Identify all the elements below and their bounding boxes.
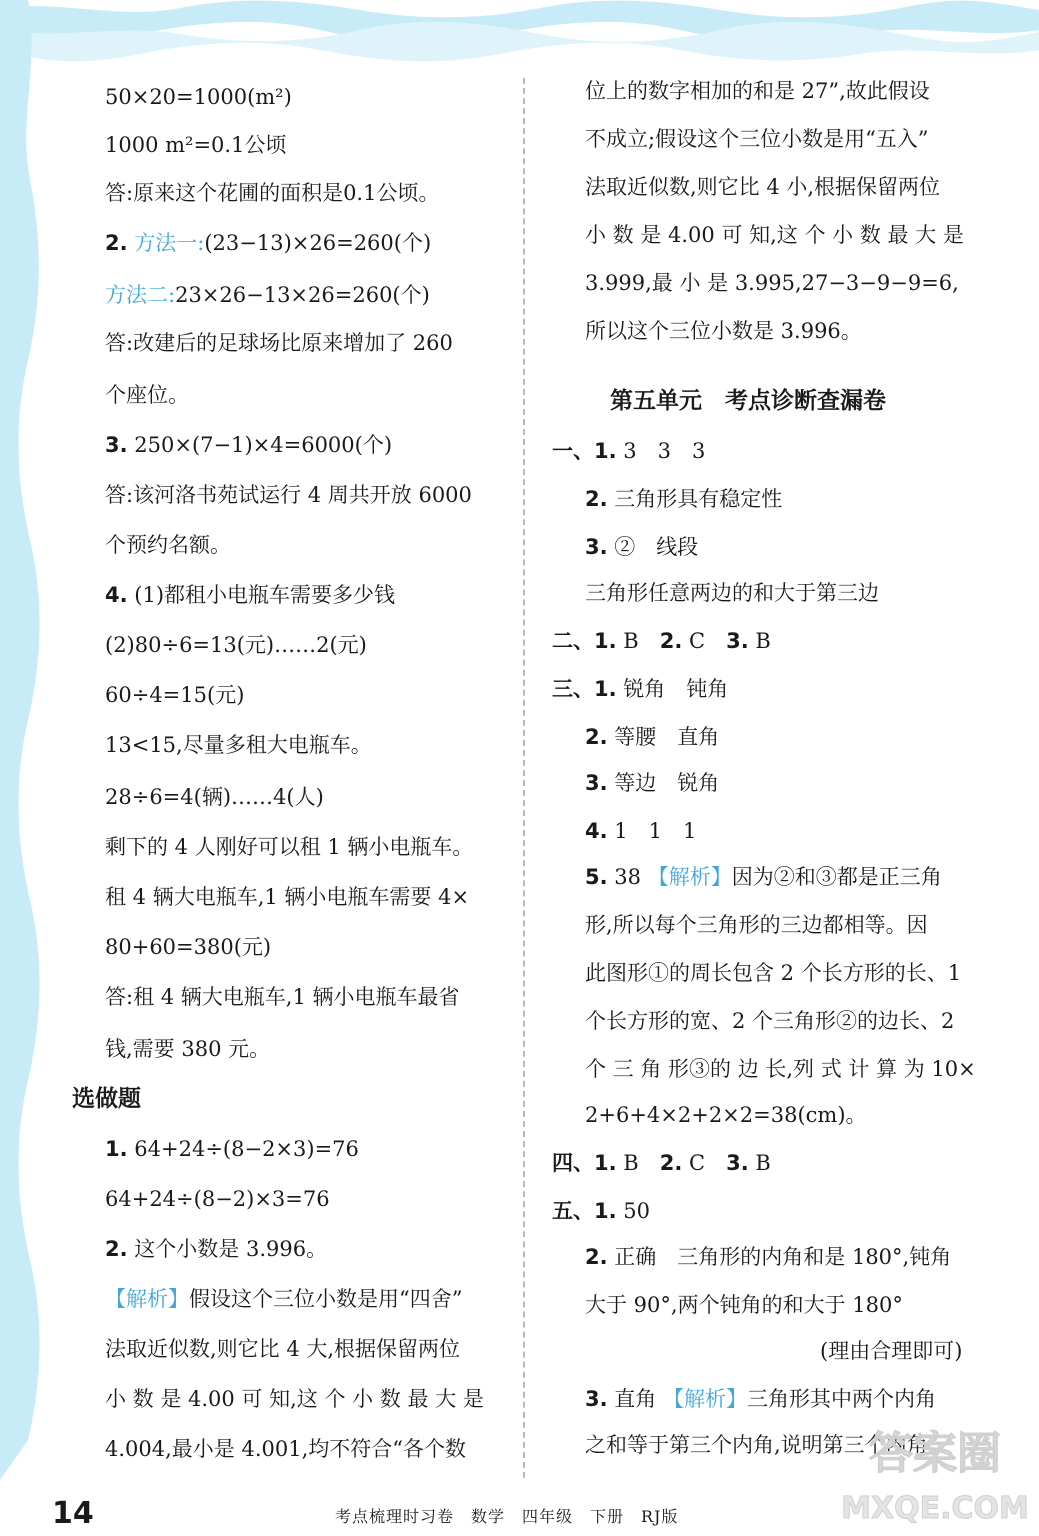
answer-text: (1)都租小电瓶车需要多少钱 xyxy=(134,583,396,607)
answer-line: 三角形任意两边的和大于第三边 xyxy=(585,581,879,605)
question-number: 2. xyxy=(585,487,608,511)
book-title: 考点梳理时习卷 数学 四年级 下册 RJ版 xyxy=(335,1507,679,1526)
answer-text: 64+24÷(8−2×3)=76 xyxy=(134,1137,359,1161)
answer-line: 4.004,最小是 4.001,均不符合“各个数 xyxy=(105,1437,466,1461)
answer-line: 小 数 是 4.00 可 知,这 个 小 数 最 大 是 xyxy=(105,1387,484,1411)
answer-line: 个长方形的宽、2 个三角形②的边长、2 xyxy=(585,1009,955,1033)
answer-line: 28÷6=4(辆)……4(人) xyxy=(105,785,324,809)
analysis-tag: 【解析】 xyxy=(662,1387,747,1411)
question-number: 1. xyxy=(105,1137,128,1161)
answer-text: 1 1 1 xyxy=(614,819,697,843)
answer-text: 因为②和③都是正三角 xyxy=(731,865,942,889)
answer-text: 50 xyxy=(623,1199,651,1223)
answer-line: 不成立;假设这个三位小数是用“五入” xyxy=(585,127,929,151)
watermark-line2: MXQE.COM xyxy=(841,1491,1029,1526)
optional-1 xyxy=(105,1134,359,1164)
answer-text: 250×(7−1)×4=6000(个) xyxy=(134,433,393,457)
method-label: 方法二: xyxy=(105,283,176,307)
answer-line xyxy=(585,768,719,798)
question-3 xyxy=(105,430,392,460)
answer-line: 60÷4=15(元) xyxy=(105,683,245,707)
answer-line: (2)80÷6=13(元)……2(元) xyxy=(105,633,367,657)
answer-line: 法取近似数,则它比 4 大,根据保留两位 xyxy=(105,1337,461,1361)
answer-line: 大于 90°,两个钝角的和大于 180° xyxy=(585,1293,903,1317)
question-number: 3. xyxy=(585,771,608,795)
answer-text: 假设这个三位小数是用“四舍” xyxy=(189,1287,463,1311)
question-number: 3. xyxy=(105,433,128,457)
question-number: 3. xyxy=(585,1387,608,1411)
answer-text: 这个小数是 3.996。 xyxy=(134,1237,328,1261)
answer-line: 答:原来这个花圃的面积是0.1公顷。 xyxy=(105,181,440,205)
answer-line xyxy=(585,484,782,514)
answer-line: 个座位。 xyxy=(105,383,189,407)
answer-text: C xyxy=(689,1151,706,1175)
page-number: 14 xyxy=(52,1496,94,1531)
watermark-line1: 答案圈 xyxy=(869,1428,1001,1479)
answer-line xyxy=(585,1384,936,1414)
answer-note: (理由合理即可) xyxy=(820,1339,963,1363)
question-number: 3. xyxy=(726,1151,749,1175)
answer-line: 剩下的 4 人刚好可以租 1 辆小电瓶车。 xyxy=(105,835,474,859)
answer-line: 位上的数字相加的和是 27”,故此假设 xyxy=(585,79,930,103)
section-3 xyxy=(552,674,728,704)
answer-text: 等边 锐角 xyxy=(614,771,720,795)
answer-line xyxy=(105,280,430,310)
watermark-logo xyxy=(835,1420,1035,1532)
answer-line: 答:改建后的足球场比原来增加了 260 xyxy=(105,331,453,355)
column-divider xyxy=(523,78,525,1478)
answer-line xyxy=(105,1284,462,1314)
answer-text: ② 线段 xyxy=(614,535,699,559)
question-number: 2. xyxy=(585,1245,608,1269)
answer-line: 个 三 角 形③的 边 长,列 式 计 算 为 10× xyxy=(585,1057,976,1081)
answer-line: 形,所以每个三角形的三边都相等。因 xyxy=(585,913,928,937)
optional-2 xyxy=(105,1234,327,1264)
answer-line: 之和等于第三个内角,说明第三个内角 xyxy=(585,1433,928,1457)
answer-text: 三角形其中两个内角 xyxy=(746,1387,936,1411)
section-2 xyxy=(552,626,771,656)
answer-line: 答:该河洛书苑试运行 4 周共开放 6000 xyxy=(105,483,472,507)
answer-text: C xyxy=(689,629,706,653)
top-wave-border xyxy=(0,0,1039,72)
section-label: 二、1. xyxy=(552,629,617,653)
question-number: 2. xyxy=(105,231,128,255)
answer-line xyxy=(585,722,719,752)
question-number: 2. xyxy=(659,1151,683,1175)
answer-text: B xyxy=(623,1151,639,1175)
answer-text: (23−13)×26=260(个) xyxy=(204,231,432,255)
section-5 xyxy=(552,1196,650,1226)
answer-line: 答:租 4 辆大电瓶车,1 辆小电瓶车最省 xyxy=(105,985,460,1009)
answer-line: 此图形①的周长包含 2 个长方形的长、1 xyxy=(585,961,962,985)
answer-line: 1000 m²=0.1公顷 xyxy=(105,133,287,157)
answer-text: 3 3 3 xyxy=(623,439,706,463)
section-label: 四、1. xyxy=(552,1151,617,1175)
answer-line: 50×20=1000(m²) xyxy=(105,85,292,109)
left-wave-border xyxy=(0,0,60,1480)
answer-text: 正确 三角形的内角和是 180°,钝角 xyxy=(614,1245,952,1269)
answer-text: B xyxy=(623,629,639,653)
answer-line: 80+60=380(元) xyxy=(105,935,272,959)
question-number: 2. xyxy=(105,1237,128,1261)
answer-line: 13<15,尽量多租大电瓶车。 xyxy=(105,733,372,757)
answer-text: B xyxy=(755,1151,771,1175)
question-number: 3. xyxy=(585,535,608,559)
analysis-tag: 【解析】 xyxy=(105,1287,189,1311)
question-number: 3. xyxy=(726,629,749,653)
question-4 xyxy=(105,580,395,610)
answer-text: 直角 xyxy=(614,1387,657,1411)
answer-text: 23×26−13×26=260(个) xyxy=(175,283,430,307)
answer-line: 3.999,最 小 是 3.995,27−3−9−9=6, xyxy=(585,271,959,295)
answer-text: 38 xyxy=(614,865,642,889)
question-2 xyxy=(105,228,431,258)
answer-text: 锐角 钝角 xyxy=(623,677,729,701)
section-label: 三、1. xyxy=(552,677,617,701)
section-title: 选做题 xyxy=(72,1086,141,1112)
method-label: 方法一: xyxy=(134,231,205,255)
question-number: 4. xyxy=(585,819,608,843)
section-label: 一、1. xyxy=(552,439,617,463)
answer-line xyxy=(585,862,942,892)
answer-line xyxy=(585,816,696,846)
section-label: 五、1. xyxy=(552,1199,617,1223)
question-number: 4. xyxy=(105,583,128,607)
section-4 xyxy=(552,1148,771,1178)
answer-text: 三角形具有稳定性 xyxy=(614,487,783,511)
unit-heading: 第五单元 考点诊断查漏卷 xyxy=(610,388,886,414)
answer-line: 法取近似数,则它比 4 小,根据保留两位 xyxy=(585,175,941,199)
answer-line: 钱,需要 380 元。 xyxy=(105,1037,271,1061)
answer-line xyxy=(585,532,698,562)
question-number: 5. xyxy=(585,865,608,889)
answer-line: 64+24÷(8−2)×3=76 xyxy=(105,1187,330,1211)
answer-line: 所以这个三位小数是 3.996。 xyxy=(585,319,862,343)
answer-line xyxy=(585,1242,951,1272)
answer-line: 2+6+4×2+2×2=38(cm)。 xyxy=(585,1103,867,1127)
answer-text: B xyxy=(755,629,771,653)
analysis-tag: 【解析】 xyxy=(647,865,732,889)
question-number: 2. xyxy=(659,629,683,653)
question-number: 2. xyxy=(585,725,608,749)
answer-text: 等腰 直角 xyxy=(614,725,720,749)
answer-line: 租 4 辆大电瓶车,1 辆小电瓶车需要 4× xyxy=(105,885,470,909)
answer-line: 个预约名额。 xyxy=(105,533,231,557)
answer-line: 小 数 是 4.00 可 知,这 个 小 数 最 大 是 xyxy=(585,223,964,247)
section-1 xyxy=(552,436,705,466)
